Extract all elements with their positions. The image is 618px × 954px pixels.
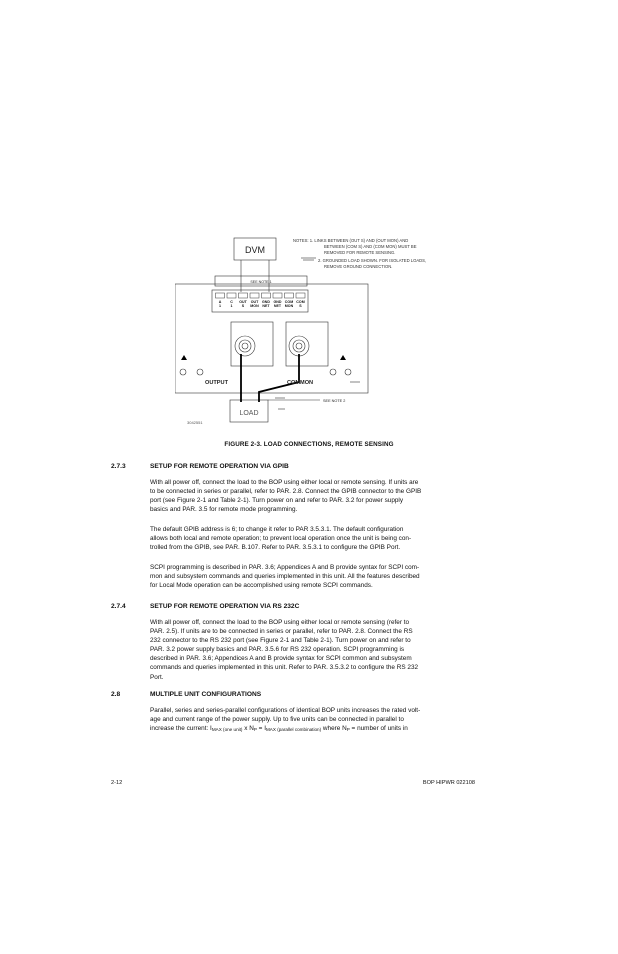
terminal-label-top: GND: [262, 300, 270, 304]
drawing-number: 3042551: [187, 420, 203, 425]
text-span: increase the current: I: [150, 725, 212, 733]
text-line: for Local Mode operation can be accomplished using remote SCPI commands.: [150, 582, 373, 590]
note-line: BETWEEN (COM S) AND (COM MON) MUST BE: [324, 244, 417, 249]
terminal-label-bottom: S: [241, 304, 245, 308]
section-number: 2.7.4: [111, 603, 126, 610]
document-id: BOP HIPWR 022108: [422, 780, 475, 786]
text-span: = number of units in: [349, 725, 408, 733]
subscript: MAX (one unit): [211, 727, 243, 733]
terminal-screw: [296, 293, 305, 298]
load-label: LOAD: [239, 410, 259, 417]
subscript: P: [346, 727, 350, 733]
note-line: REMOVED FOR REMOTE SENSING.: [324, 250, 396, 255]
terminal-label-bottom: 1: [230, 304, 233, 308]
text-line: commands and queries implemented in this unit. Refer to PAR. 3.5.3.2 to configure the RS 232: [150, 664, 419, 672]
terminal-label-top: COM: [284, 300, 294, 304]
note-line: REMOVE GROUND CONNECTION.: [324, 264, 393, 269]
paragraph: [150, 706, 475, 733]
terminal-label-top: OUT: [250, 300, 259, 304]
terminal-screw: [239, 293, 248, 298]
text-line: With all power off, connect the load to the BOP using either local or remote sensing. If units are: [150, 479, 419, 486]
section-number: 2.8: [111, 691, 121, 698]
subscript: P: [253, 727, 257, 733]
terminal-screw: [227, 293, 236, 298]
terminal-screw: [216, 293, 225, 298]
section-number: 2.7.3: [111, 463, 126, 470]
text-span: = I: [256, 725, 266, 733]
terminal-label-bottom: 1: [219, 304, 221, 308]
text-line: With all power off, connect the load to the BOP using either local or remote sensing (refer to: [150, 619, 410, 626]
text-line: mon and subsystem commands and queries implemented in this unit. All the features described: [150, 573, 420, 581]
text-span: where N: [321, 725, 347, 733]
paragraph: [150, 618, 475, 682]
paragraph: [150, 525, 475, 552]
see-note-1-label: SEE NOTE 1: [250, 280, 272, 284]
terminal-label-bottom: MON: [284, 304, 294, 308]
terminal-screw: [250, 293, 259, 298]
terminal-label-top: A: [218, 300, 222, 304]
text-line: described in PAR. 3.6; Appendices A and B provide syntax for SCPI common and subsystem: [150, 655, 412, 663]
terminal-label-bottom: NET: [273, 304, 282, 308]
text-line: allows both local and remote operation; to prevent local operation once the unit is being con-: [150, 535, 412, 543]
see-note-2-label: SEE NOTE 2: [323, 399, 346, 403]
section-title: MULTIPLE UNIT CONFIGURATIONS: [150, 691, 262, 698]
load-connections-diagram: [175, 232, 475, 430]
text-line: PAR. 2.5). If units are to be connected in series or parallel, refer to PAR. 2.8. Connect the RS: [150, 628, 413, 636]
terminal-label-bottom: S: [299, 304, 302, 308]
terminal-label-bottom: NET: [262, 304, 270, 308]
subscript: MAX (parallel combination): [265, 727, 322, 733]
text-line: PAR. 3.2 power supply basics and PAR. 3.5.6 for RS 232 operation. SCPI programming is: [150, 646, 405, 654]
terminal-screw: [285, 293, 294, 298]
dvm-label: DVM: [245, 245, 265, 255]
terminal-label-bottom: MON: [250, 304, 259, 308]
section-title: SETUP FOR REMOTE OPERATION VIA GPIB: [150, 463, 289, 470]
terminal-label-top: GND: [273, 300, 282, 304]
page-number: 2-12: [111, 780, 123, 786]
common-label: COMMON: [287, 380, 314, 386]
text-line: to be connected in series or parallel, refer to PAR. 2.8. Connect the GPIB connector to the GPIB: [150, 488, 422, 496]
text-line: Parallel, series and series-parallel configurations of identical BOP units increases the rated volt-: [150, 707, 421, 714]
figure-caption: FIGURE 2-3. LOAD CONNECTIONS, REMOTE SENSING: [224, 441, 394, 448]
text-line: port (see Figure 2-1 and Table 2-1). Turn power on and refer to PAR. 3.2 for power supply: [150, 497, 404, 505]
formula-line: [150, 724, 475, 733]
text-line: The default GPIB address is 6; to change it refer to PAR 3.5.3.1. The default configuration: [150, 526, 404, 533]
text-line: 232 connector to the RS 232 port (see Figure 2-1 and Table 2-1). Turn power on and refer to: [150, 637, 411, 645]
note-line: 2. GROUNDED LOAD SHOWN. FOR ISOLATED LOADS,: [318, 258, 427, 263]
text-span: x N: [242, 725, 254, 733]
text-line: basics and PAR. 3.5 for remote mode programming.: [150, 506, 298, 514]
note-line: NOTES: 1. LINKS BETWEEN (OUT S) AND (OUT MON) AND: [293, 238, 409, 243]
text-line: Port.: [150, 673, 164, 681]
output-label: OUTPUT: [205, 380, 228, 386]
terminal-label-top: OUT: [239, 300, 247, 304]
text-line: SCPI programming is described in PAR. 3.6; Appendices A and B provide syntax for SCPI com-: [150, 564, 420, 571]
paragraph: [150, 478, 475, 514]
figure-notes: [293, 238, 426, 269]
terminal-screw: [273, 293, 282, 298]
text-line: age and current range of the power supply. Up to five units can be connected in parallel to: [150, 716, 404, 724]
terminal-label-top: COM: [296, 300, 305, 304]
terminal-label-top: C: [230, 300, 233, 304]
terminal-screw: [262, 293, 271, 298]
section-title: SETUP FOR REMOTE OPERATION VIA RS 232C: [150, 603, 300, 610]
paragraph: [150, 563, 475, 590]
text-line: trolled from the GPIB, see PAR. B.107. Refer to PAR. 3.5.3.1 to configure the GPIB Port.: [150, 544, 401, 552]
